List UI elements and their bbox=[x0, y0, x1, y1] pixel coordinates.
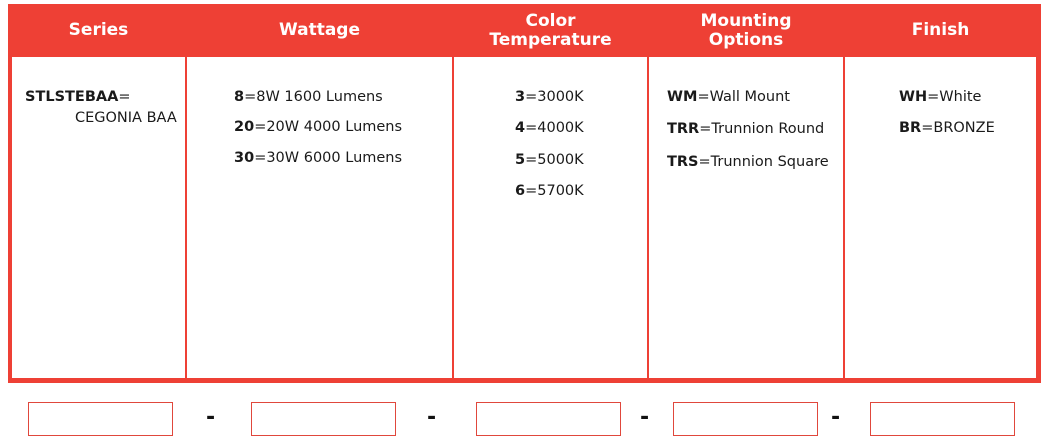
mounting-option: WM=Wall Mount bbox=[667, 89, 790, 105]
header-mounting-options: Mounting Options bbox=[700, 10, 792, 50]
cell-finish bbox=[845, 57, 1036, 378]
header-color-temperature: Color Temperature bbox=[489, 10, 612, 50]
separator: - bbox=[427, 405, 437, 430]
series-input[interactable] bbox=[28, 402, 173, 436]
finish-input[interactable] bbox=[870, 402, 1015, 436]
separator: - bbox=[206, 405, 216, 430]
series-name: CEGONIA BAA bbox=[75, 110, 177, 126]
cell-wattage bbox=[187, 57, 452, 378]
header-finish: Finish bbox=[911, 20, 970, 40]
wattage-option: 20=20W 4000 Lumens bbox=[234, 119, 403, 135]
mounting-input[interactable] bbox=[673, 402, 818, 436]
color-temperature-option: 3=3000K bbox=[515, 89, 584, 105]
color-temperature-input[interactable] bbox=[476, 402, 621, 436]
wattage-option: 8=8W 1600 Lumens bbox=[234, 89, 383, 105]
cell-color-temperature bbox=[454, 57, 647, 378]
header-series: Series bbox=[68, 20, 129, 40]
wattage-input[interactable] bbox=[251, 402, 396, 436]
color-temperature-option: 5=5000K bbox=[515, 152, 584, 168]
cell-mounting-options bbox=[649, 57, 843, 378]
header-wattage: Wattage bbox=[278, 20, 361, 40]
mounting-option: TRR=Trunnion Round bbox=[667, 121, 825, 137]
mounting-option: TRS=Trunnion Square bbox=[667, 154, 829, 170]
series-code: STLSTEBAA= bbox=[25, 89, 131, 105]
finish-option: BR=BRONZE bbox=[899, 120, 995, 136]
finish-option: WH=White bbox=[899, 89, 982, 105]
separator: - bbox=[640, 405, 650, 430]
color-temperature-option: 4=4000K bbox=[515, 120, 584, 136]
wattage-option: 30=30W 6000 Lumens bbox=[234, 150, 403, 166]
separator: - bbox=[831, 405, 841, 430]
color-temperature-option: 6=5700K bbox=[515, 183, 584, 199]
cell-series bbox=[12, 57, 185, 378]
